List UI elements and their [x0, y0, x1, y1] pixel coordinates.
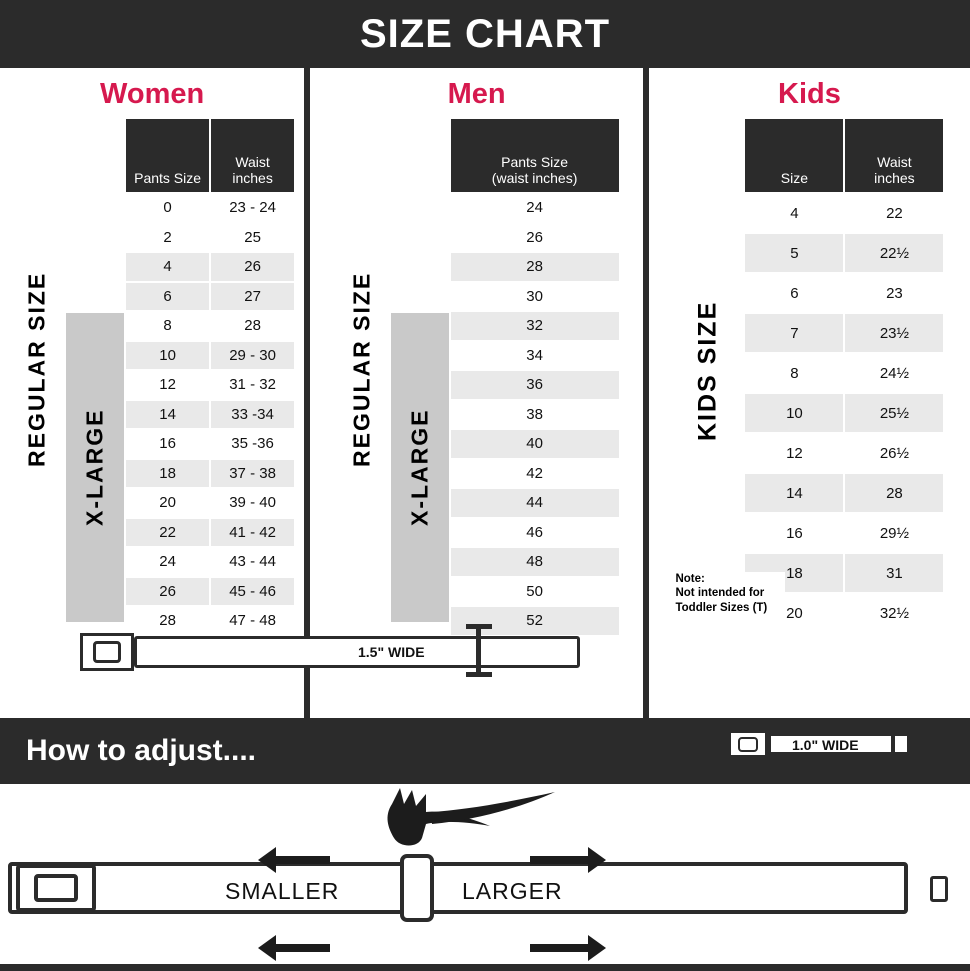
kids-size-table	[743, 117, 945, 634]
table-header-row	[744, 118, 944, 193]
table-row	[450, 400, 620, 430]
table-row	[125, 400, 295, 430]
table-row	[450, 429, 620, 459]
cell-size: 4	[744, 193, 844, 233]
cell-waist: 25	[210, 223, 295, 253]
men-size-table	[449, 117, 621, 637]
cell-size: 22	[125, 518, 210, 548]
cell-waist: 23 - 24	[210, 193, 295, 223]
panel-women	[0, 68, 304, 718]
table-row	[125, 488, 295, 518]
header-waist-line2: inches	[874, 169, 915, 186]
table-row	[450, 370, 620, 400]
table-row	[125, 577, 295, 607]
belt-buckle-large-icon	[16, 864, 96, 912]
cell-waist: 43 - 44	[210, 547, 295, 577]
table-row	[125, 223, 295, 253]
cell-waist: 26	[210, 252, 295, 282]
cell-size: 20	[125, 488, 210, 518]
cell-waist: 28	[844, 473, 944, 513]
cell-waist: 39 - 40	[210, 488, 295, 518]
header-waist-line2: inches	[232, 169, 273, 186]
arrow-right-bottom-head	[588, 935, 606, 961]
cell-size: 12	[125, 370, 210, 400]
bottom-rule	[0, 964, 970, 971]
cell-size: 14	[744, 473, 844, 513]
belt-width-label-kids: 1.0" WIDE	[792, 737, 859, 753]
table-row	[125, 341, 295, 371]
table-row	[744, 513, 944, 553]
label-smaller: SMALLER	[225, 878, 340, 904]
table-row	[744, 273, 944, 313]
header-line2: (waist inches)	[491, 169, 578, 186]
kids-note	[675, 572, 785, 615]
cell-waist: 31 - 32	[210, 370, 295, 400]
table-row	[125, 606, 295, 636]
cell-waist: 41 - 42	[210, 518, 295, 548]
howto-title: How to adjust....	[26, 734, 256, 767]
cell-size: 50	[450, 577, 620, 607]
header-waist-inches	[210, 118, 295, 193]
cell-size: 0	[125, 193, 210, 223]
cell-size: 32	[450, 311, 620, 341]
cell-size: 24	[450, 193, 620, 223]
table-row	[450, 282, 620, 312]
label-larger: LARGER	[462, 878, 563, 904]
arrow-right-top-head	[588, 847, 606, 873]
cell-size: 34	[450, 341, 620, 371]
header-pants-size: Pants Size	[125, 118, 210, 193]
table-men	[333, 117, 621, 630]
header-line1: Pants Size	[501, 153, 569, 170]
table-row	[125, 193, 295, 223]
table-row	[125, 370, 295, 400]
cell-waist: 26½	[844, 433, 944, 473]
page-title-bar	[0, 0, 970, 68]
panel-heading-kids: Kids	[778, 78, 841, 110]
table-row	[125, 547, 295, 577]
kids-note-line1: Note:	[675, 572, 705, 585]
group-label-x-large-men: X-LARGE	[391, 313, 449, 622]
cell-size: 10	[125, 341, 210, 371]
group-label-kids-size: KIDS SIZE	[673, 117, 743, 625]
header-waist-line1: Waist	[235, 153, 270, 170]
table-row	[125, 459, 295, 489]
cell-size: 6	[744, 273, 844, 313]
cell-size: 48	[450, 547, 620, 577]
cell-size: 38	[450, 400, 620, 430]
belt-buckle-icon	[80, 633, 134, 671]
table-row	[450, 311, 620, 341]
measure-line-kids	[891, 723, 895, 763]
arrow-left-bottom-head	[258, 935, 276, 961]
table-row	[450, 488, 620, 518]
table-row	[450, 252, 620, 282]
cell-size: 44	[450, 488, 620, 518]
table-row	[125, 518, 295, 548]
table-row	[125, 311, 295, 341]
table-header-row	[125, 118, 295, 193]
table-row	[450, 547, 620, 577]
belt-strap-shape	[134, 636, 580, 668]
cell-size: 26	[125, 577, 210, 607]
adjust-diagram	[0, 784, 970, 971]
table-row	[125, 252, 295, 282]
table-row	[450, 341, 620, 371]
cell-size: 10	[744, 393, 844, 433]
panel-heading-women: Women	[100, 78, 205, 110]
cell-size: 24	[125, 547, 210, 577]
cell-waist: 29 - 30	[210, 341, 295, 371]
header-waist-line1: Waist	[877, 153, 912, 170]
page-title: SIZE CHART	[360, 11, 610, 56]
cell-waist: 45 - 46	[210, 577, 295, 607]
table-row	[450, 193, 620, 223]
cell-size: 18	[744, 553, 844, 593]
cell-size: 8	[125, 311, 210, 341]
panel-kids	[649, 68, 970, 718]
cell-size: 2	[125, 223, 210, 253]
cell-size: 12	[744, 433, 844, 473]
arrow-left-top-shaft	[272, 856, 330, 864]
table-row	[450, 459, 620, 489]
belt-buckle-icon-kids	[728, 730, 768, 758]
cell-waist: 25½	[844, 393, 944, 433]
cell-waist: 33 -34	[210, 400, 295, 430]
table-women	[8, 117, 296, 630]
cell-waist: 37 - 38	[210, 459, 295, 489]
cell-size: 40	[450, 429, 620, 459]
table-row	[744, 393, 944, 433]
belt-tip-hole-icon	[930, 876, 948, 902]
table-row	[744, 313, 944, 353]
cell-size: 14	[125, 400, 210, 430]
header-pants-size-men	[450, 118, 620, 193]
cell-waist: 23	[844, 273, 944, 313]
kids-note-line3: Toddler Sizes (T)	[675, 601, 768, 614]
kids-note-line2: Not intended for	[675, 587, 765, 600]
cell-waist: 32½	[844, 593, 944, 633]
cell-size: 28	[450, 252, 620, 282]
group-label-regular-size-men: REGULAR SIZE	[333, 117, 391, 622]
belt-strap-large	[8, 862, 908, 914]
cell-waist: 31	[844, 553, 944, 593]
cell-size: 4	[125, 252, 210, 282]
table-row	[744, 353, 944, 393]
table-row	[450, 518, 620, 548]
panel-heading-men: Men	[447, 78, 506, 110]
header-size: Size	[744, 118, 844, 193]
table-row	[744, 433, 944, 473]
table-row	[125, 429, 295, 459]
measure-tick-bottom-kids	[883, 759, 905, 763]
table-row	[450, 223, 620, 253]
cell-size: 16	[744, 513, 844, 553]
cell-size: 30	[450, 282, 620, 312]
cell-waist: 22	[844, 193, 944, 233]
table-row	[744, 193, 944, 233]
cell-waist: 28	[210, 311, 295, 341]
panel-men	[310, 68, 643, 718]
cell-waist: 22½	[844, 233, 944, 273]
cell-size: 26	[450, 223, 620, 253]
cell-size: 46	[450, 518, 620, 548]
arrow-right-bottom-shaft	[530, 944, 588, 952]
cell-waist: 35 -36	[210, 429, 295, 459]
cell-size: 8	[744, 353, 844, 393]
table-row	[450, 577, 620, 607]
cell-waist: 29½	[844, 513, 944, 553]
cell-size: 36	[450, 370, 620, 400]
cell-size: 52	[450, 606, 620, 636]
measure-line	[476, 624, 481, 676]
cell-size: 18	[125, 459, 210, 489]
table-kids	[673, 117, 945, 625]
arrow-left-top-head	[258, 847, 276, 873]
arrow-left-bottom-shaft	[272, 944, 330, 952]
cell-waist: 47 - 48	[210, 606, 295, 636]
arrow-right-top-shaft	[530, 856, 588, 864]
hand-icon	[370, 786, 600, 866]
cell-size: 5	[744, 233, 844, 273]
cell-waist: 27	[210, 282, 295, 312]
group-label-x-large-women: X-LARGE	[66, 313, 124, 622]
measure-tick-bottom	[466, 672, 492, 677]
table-row	[744, 233, 944, 273]
women-size-table	[124, 117, 296, 637]
cell-waist: 24½	[844, 353, 944, 393]
cell-size: 7	[744, 313, 844, 353]
table-row	[125, 282, 295, 312]
cell-size: 20	[744, 593, 844, 633]
belt-width-label-adult: 1.5" WIDE	[358, 644, 425, 660]
table-header-row	[450, 118, 620, 193]
cell-size: 28	[125, 606, 210, 636]
header-waist-inches	[844, 118, 944, 193]
cell-size: 16	[125, 429, 210, 459]
cell-waist: 23½	[844, 313, 944, 353]
group-label-regular-size-women: REGULAR SIZE	[8, 117, 66, 622]
cell-size: 42	[450, 459, 620, 489]
cell-size: 6	[125, 282, 210, 312]
table-row	[744, 473, 944, 513]
